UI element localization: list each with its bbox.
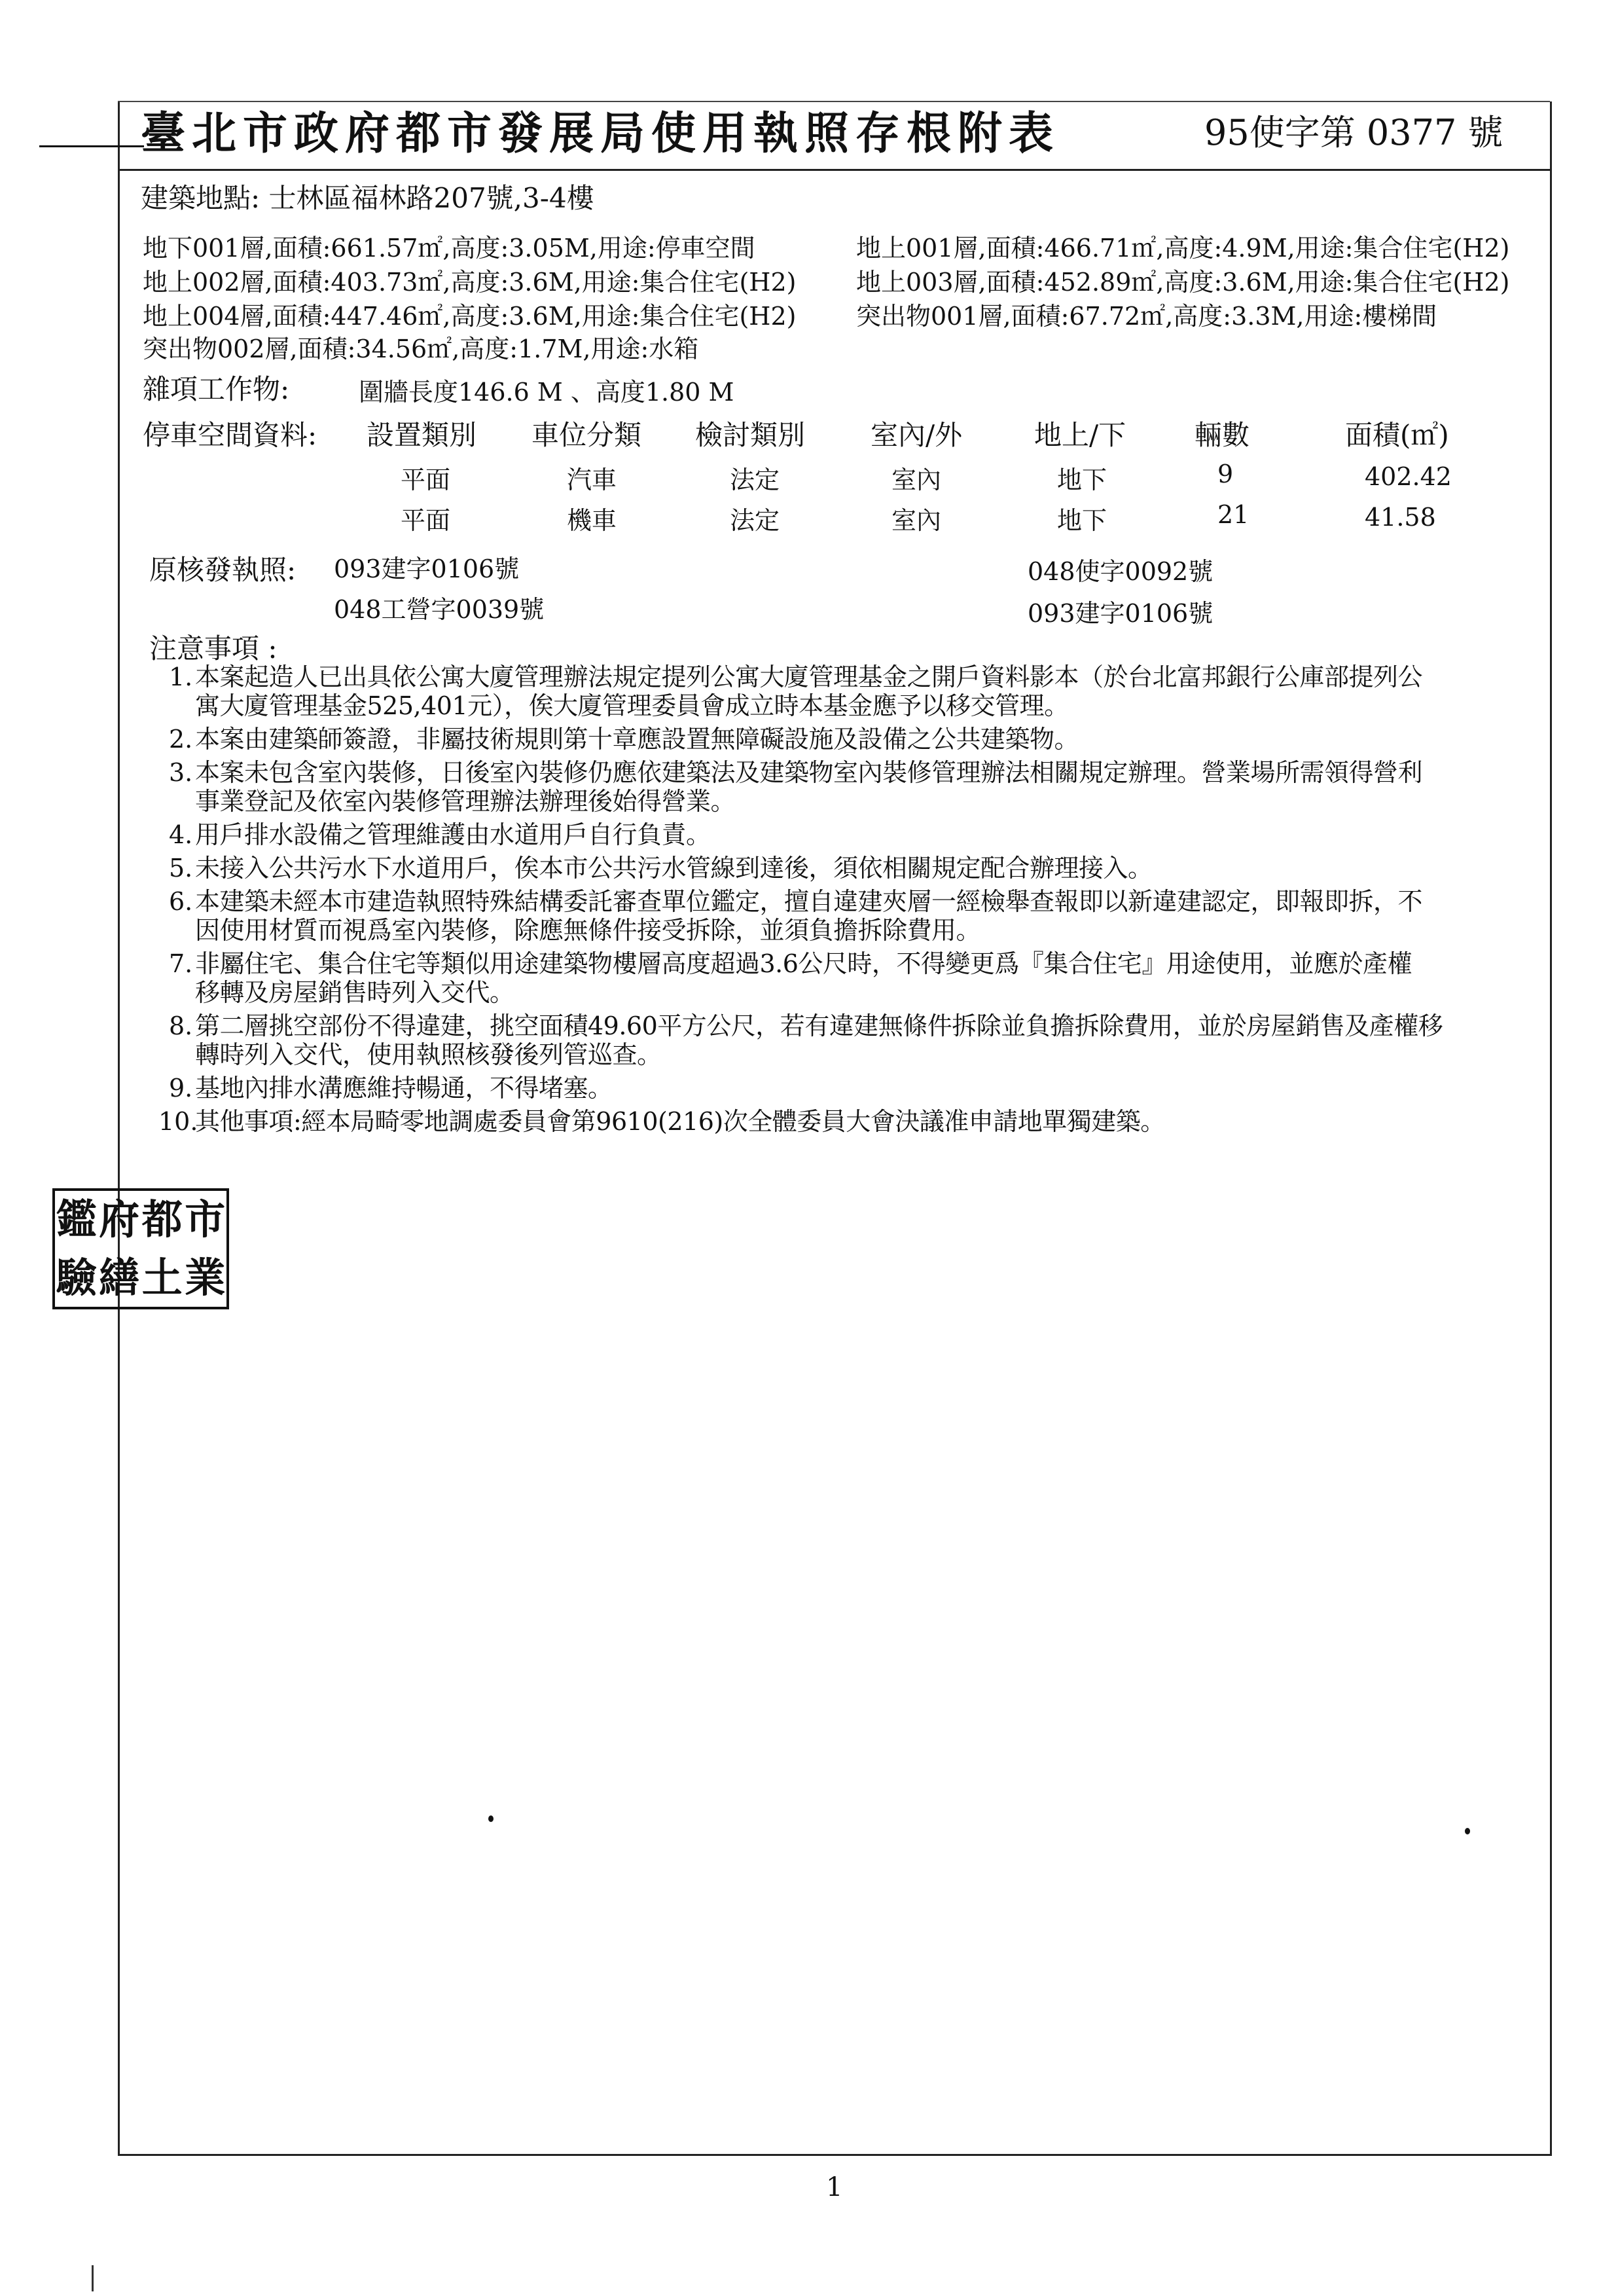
note-line: 本案起造人已出具依公寓大廈管理辦法規定提列公寓大廈管理基金之開戶資料影本（於台北富邦銀行公庫部提列公	[195, 663, 1423, 691]
note-number: 6.	[169, 887, 193, 916]
parking-header-count: 輛數	[1195, 419, 1250, 451]
page-number: 1	[826, 2172, 843, 2202]
floor-f004: 地上004層,面積:447.46㎡,高度:3.6M,用途:集合住宅(H2)	[143, 302, 797, 331]
parking-row-2-inout: 室內	[891, 506, 942, 535]
floor-b001: 地下001層,面積:661.57㎡,高度:3.05M,用途:停車空間	[143, 234, 755, 263]
note-line: 本案由建築師簽證，非屬技術規則第十章應設置無障礙設施及設備之公共建築物。	[195, 725, 1079, 754]
note-line: 寓大廈管理基金525,401元），俟大廈管理委員會成立時本基金應予以移交管理。	[195, 691, 1069, 720]
parking-row-1-level: 地下	[1057, 465, 1107, 494]
note-line: 未接入公共污水下水道用戶，俟本市公共污水管線到達後，須依相關規定配合辦理接入。	[195, 854, 1153, 883]
seal-character: 繕	[99, 1253, 140, 1302]
parking-header-class: 車位分類	[531, 419, 642, 451]
seal-character: 府	[99, 1195, 140, 1244]
site-address: 士林區福林路207號,3-4樓	[268, 182, 594, 214]
scan-mark-line	[39, 145, 144, 147]
note-line: 轉時列入交代，使用執照核發後列管巡查。	[195, 1040, 662, 1069]
parking-row-1-area: 402.42	[1365, 462, 1452, 491]
note-line: 其他事項:經本局畸零地調處委員會第9610(216)次全體委員大會決議准申請地單獨建築。	[195, 1107, 1165, 1136]
note-number: 8.	[169, 1011, 193, 1040]
note-line: 移轉及房屋銷售時列入交代。	[195, 978, 514, 1007]
floor-p002: 突出物002層,面積:34.56㎡,高度:1.7M,用途:水箱	[143, 335, 699, 363]
note-line: 第二層挑空部份不得違建，挑空面積49.60平方公尺，若有違建無條件拆除並負擔拆除費用，並於房屋銷售及產權移	[195, 1011, 1443, 1040]
note-number: 4.	[169, 820, 193, 849]
floor-f001: 地上001層,面積:466.71㎡,高度:4.9M,用途:集合住宅(H2)	[856, 234, 1510, 263]
parking-row-1-class: 汽車	[567, 465, 617, 494]
parking-header-level: 地上/下	[1034, 419, 1126, 451]
scan-dot	[488, 1815, 494, 1822]
note-line: 用戶排水設備之管理維護由水道用戶自行負責。	[195, 820, 711, 849]
note-number: 5.	[169, 854, 193, 883]
seal-character: 業	[185, 1253, 226, 1302]
parking-row-2-level: 地下	[1057, 506, 1107, 535]
notes-label: 注意事項 :	[149, 632, 278, 665]
parking-row-2-area: 41.58	[1365, 503, 1436, 532]
seal-character: 市	[185, 1195, 226, 1244]
note-line: 事業登記及依室內裝修管理辦法辦理後始得營業。	[195, 787, 736, 816]
parking-header-type: 設置類別	[367, 419, 477, 451]
note-number: 2.	[169, 725, 193, 754]
floor-f003: 地上003層,面積:452.89㎡,高度:3.6M,用途:集合住宅(H2)	[856, 268, 1510, 297]
parking-row-2-type: 平面	[401, 506, 451, 535]
misc-value: 圍牆長度146.6 M 、高度1.80 M	[359, 378, 734, 407]
parking-row-2-review: 法定	[730, 506, 780, 535]
note-line: 基地內排水溝應維持暢通，不得堵塞。	[195, 1074, 613, 1102]
note-number: 1.	[169, 663, 193, 691]
seal-character: 都	[141, 1195, 183, 1244]
parking-label: 停車空間資料:	[143, 419, 317, 451]
original-license-2: 048使字0092號	[1028, 557, 1214, 586]
scan-edge-mark	[92, 2265, 94, 2291]
note-number: 3.	[169, 758, 193, 787]
note-number: 7.	[169, 949, 193, 978]
original-license-1: 093建字0106號	[334, 555, 520, 583]
parking-row-1-inout: 室內	[891, 465, 942, 494]
parking-row-1-type: 平面	[401, 465, 451, 494]
official-seal-stamp	[52, 1188, 229, 1309]
original-license-3: 048工營字0039號	[334, 595, 545, 624]
license-number: 95使字第 0377 號	[1204, 112, 1503, 153]
site-label: 建築地點:	[141, 182, 261, 214]
parking-row-1-count: 9	[1217, 460, 1234, 488]
seal-character: 土	[141, 1253, 183, 1302]
parking-header-area: 面積(㎡)	[1345, 419, 1449, 451]
seal-character: 驗	[56, 1253, 97, 1302]
note-number: 10.	[158, 1107, 198, 1136]
note-number: 9.	[169, 1074, 193, 1102]
note-line: 因使用材質而視爲室內裝修，除應無條件接受拆除，並須負擔拆除費用。	[195, 916, 981, 945]
document-title: 臺北市政府都市發展局使用執照存根附表	[141, 107, 1060, 160]
parking-header-inout: 室內/外	[871, 419, 963, 451]
parking-row-2-class: 機車	[567, 506, 617, 535]
title-bottom-rule	[118, 169, 1550, 171]
note-line: 本建築未經本市建造執照特殊結構委託審查單位鑑定，擅自違建夾層一經檢舉查報即以新違建認定，即報即拆，不	[195, 887, 1423, 916]
scan-dot	[1465, 1828, 1470, 1834]
site-row	[141, 177, 594, 216]
parking-row-1-review: 法定	[730, 465, 780, 494]
note-line: 本案未包含室內裝修，日後室內裝修仍應依建築法及建築物室內裝修管理辦法相關規定辦理。營業場所需領得營利	[195, 758, 1423, 787]
misc-label: 雜項工作物:	[143, 373, 290, 405]
floor-p001: 突出物001層,面積:67.72㎡,高度:3.3M,用途:樓梯間	[856, 302, 1437, 331]
note-line: 非屬住宅、集合住宅等類似用途建築物樓層高度超過3.6公尺時，不得變更爲『集合住宅』用途使用，並應於產權	[195, 949, 1412, 978]
parking-header-review: 檢討類別	[695, 419, 806, 451]
original-license-4: 093建字0106號	[1028, 599, 1214, 628]
parking-row-2-count: 21	[1217, 500, 1249, 529]
seal-character: 鑑	[56, 1195, 97, 1244]
original-label: 原核發執照:	[149, 554, 297, 586]
floor-f002: 地上002層,面積:403.73㎡,高度:3.6M,用途:集合住宅(H2)	[143, 268, 797, 297]
